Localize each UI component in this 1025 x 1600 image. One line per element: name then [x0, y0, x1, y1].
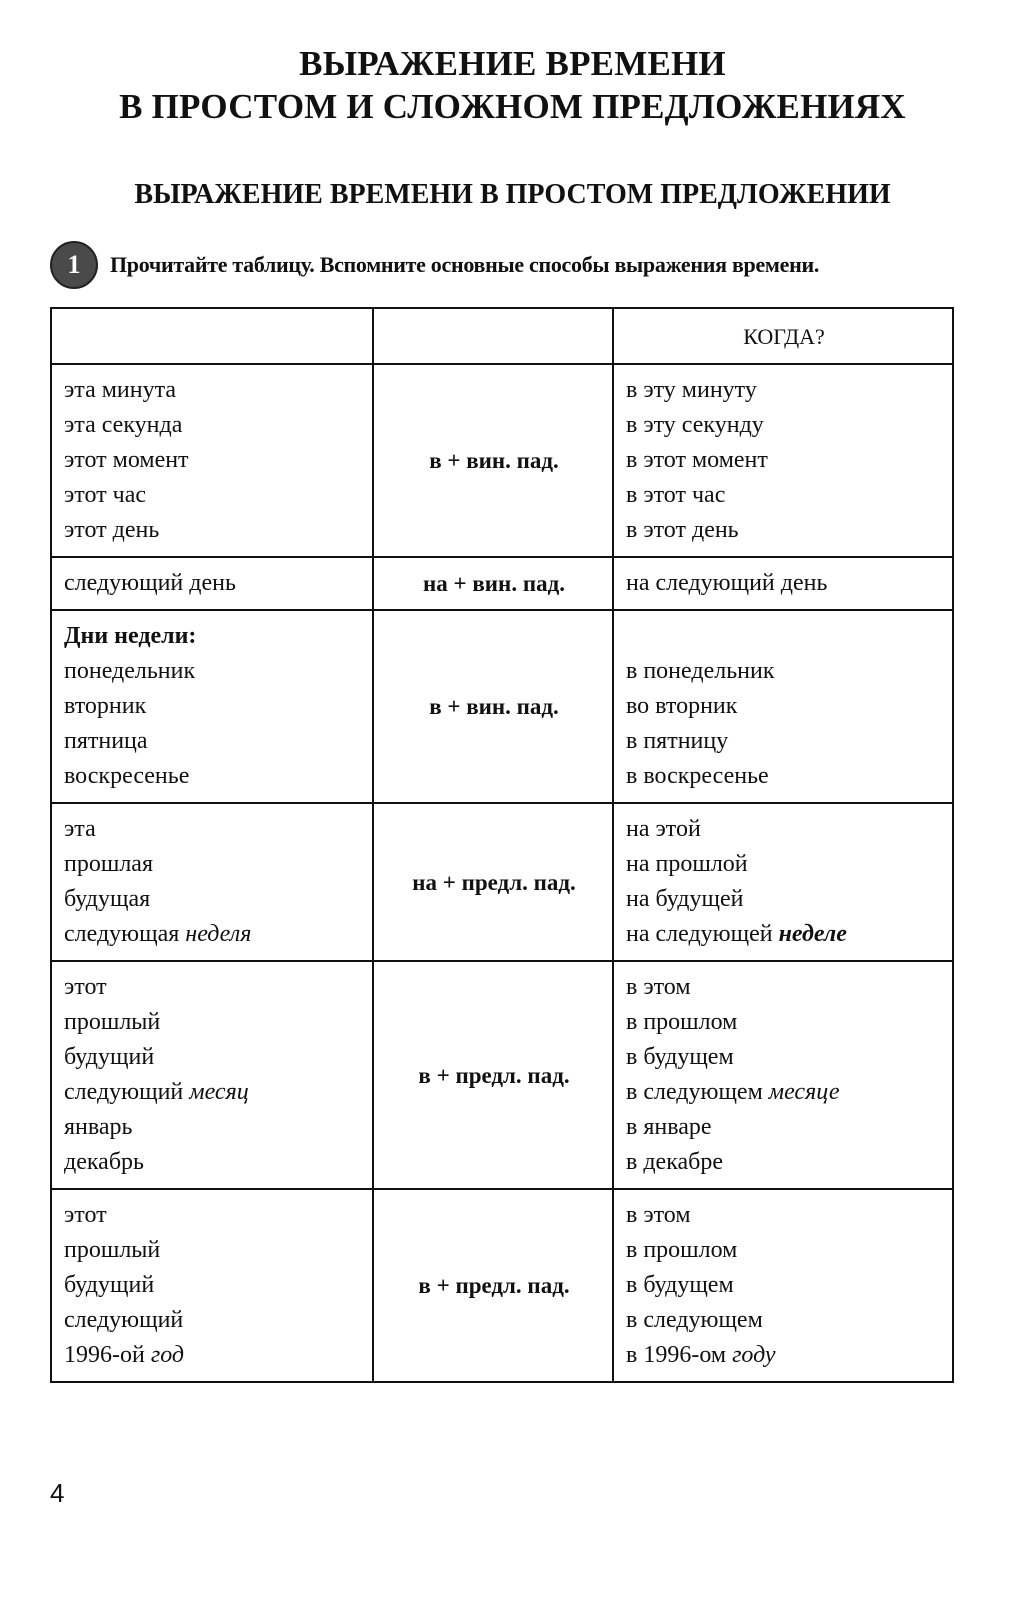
table-row: [51, 610, 953, 803]
left-item: январь: [64, 1114, 133, 1140]
left-item: эта минута: [64, 377, 177, 403]
table-row: [51, 961, 953, 1189]
right-item: в понедельник: [626, 658, 775, 684]
right-item: на следующий день: [626, 570, 828, 596]
left-item: этот: [64, 974, 107, 1000]
right-item: на следующей: [626, 921, 773, 947]
days-of-week-heading: Дни недели:: [64, 623, 197, 649]
noun-word: неделя: [185, 921, 252, 947]
right-item: в следующем: [626, 1307, 763, 1333]
noun-word: неделе: [778, 921, 847, 947]
row-rule-cell: на + вин. пад.: [373, 557, 613, 610]
left-item: понедельник: [64, 658, 196, 684]
left-item: этот день: [64, 517, 160, 543]
left-item-with-noun: [64, 917, 362, 952]
left-item: следующий день: [64, 570, 236, 596]
left-item: пятница: [64, 728, 148, 754]
noun-word: месяце: [768, 1079, 840, 1105]
noun-word: году: [732, 1342, 776, 1368]
right-item: в пятницу: [626, 728, 729, 754]
noun-word: год: [150, 1342, 185, 1368]
exercise-instruction-text: Прочитайте таблицу. Вспомните основные способы выражения времени.: [110, 252, 820, 277]
left-item: следующий: [64, 1307, 184, 1333]
right-item: в следующем: [626, 1079, 763, 1105]
right-item: на будущей: [626, 886, 744, 912]
right-item: в будущем: [626, 1044, 734, 1070]
section-subtitle: ВЫРАЖЕНИЕ ВРЕМЕНИ В ПРОСТОМ ПРЕДЛОЖЕНИИ: [134, 179, 891, 210]
left-item: следующий: [64, 1079, 184, 1105]
time-expression-table: [50, 307, 954, 1383]
right-item: в воскресенье: [626, 763, 769, 789]
right-item: в этот день: [626, 517, 739, 543]
row-rule-cell: в + вин. пад.: [373, 364, 613, 557]
row-nominative-cell: [51, 364, 373, 557]
left-item: будущая: [64, 886, 151, 912]
spacer-line: [626, 619, 942, 654]
table-row: [51, 803, 953, 961]
row-result-cell: [613, 610, 953, 803]
left-item: декабрь: [64, 1149, 144, 1175]
table-row: [51, 364, 953, 557]
right-item: на этой: [626, 816, 701, 842]
left-item: прошлый: [64, 1237, 161, 1263]
left-item: эта: [64, 816, 96, 842]
row-nominative-cell: [51, 1189, 373, 1382]
right-item: в эту секунду: [626, 412, 764, 438]
row-rule-cell: в + предл. пад.: [373, 1189, 613, 1382]
right-item: в январе: [626, 1114, 712, 1140]
right-item: во вторник: [626, 693, 738, 719]
left-item-with-noun: [64, 1075, 362, 1110]
left-item: прошлая: [64, 851, 153, 877]
row-rule-cell: на + предл. пад.: [373, 803, 613, 961]
right-item: в будущем: [626, 1272, 734, 1298]
left-item: этот: [64, 1202, 107, 1228]
left-item: эта секунда: [64, 412, 183, 438]
row-result-cell: [613, 557, 953, 610]
right-item: в эту минуту: [626, 377, 757, 403]
row-result-cell: [613, 803, 953, 961]
right-item: в прошлом: [626, 1237, 738, 1263]
right-item: в этом: [626, 1202, 691, 1228]
left-item: прошлый: [64, 1009, 161, 1035]
right-item-with-noun: [626, 1075, 942, 1110]
page-number: 4: [50, 1478, 65, 1508]
row-nominative-cell: [51, 961, 373, 1189]
table-row: [51, 557, 953, 610]
table-header-row: [51, 308, 953, 364]
row-result-cell: [613, 961, 953, 1189]
exercise-number-badge: 1: [50, 241, 98, 289]
left-item: вторник: [64, 693, 147, 719]
left-item: следующая: [64, 921, 180, 947]
right-item-with-noun: [626, 1338, 942, 1373]
row-result-cell: [613, 1189, 953, 1382]
header-cell-left: [51, 308, 373, 364]
left-item: будущий: [64, 1272, 155, 1298]
left-item: 1996-ой: [64, 1342, 145, 1368]
page-title-line-2: В ПРОСТОМ И СЛОЖНОМ ПРЕДЛОЖЕНИЯХ: [119, 87, 906, 126]
left-item: этот момент: [64, 447, 189, 473]
row-result-cell: [613, 364, 953, 557]
row-nominative-cell: [51, 610, 373, 803]
row-nominative-cell: [51, 803, 373, 961]
page-title: [0, 42, 1025, 128]
left-item: воскресенье: [64, 763, 190, 789]
noun-word: месяц: [189, 1079, 249, 1105]
exercise-instruction: [50, 240, 819, 290]
right-item-with-noun: [626, 917, 942, 952]
right-item: в 1996-ом: [626, 1342, 727, 1368]
page-title-line-1: ВЫРАЖЕНИЕ ВРЕМЕНИ: [299, 44, 726, 83]
left-item-with-noun: [64, 1338, 362, 1373]
header-cell-kogda: КОГДА?: [613, 308, 953, 364]
right-item: в этот момент: [626, 447, 768, 473]
right-item: в декабре: [626, 1149, 724, 1175]
table-row: [51, 1189, 953, 1382]
right-item: в прошлом: [626, 1009, 738, 1035]
row-rule-cell: в + предл. пад.: [373, 961, 613, 1189]
right-item: на прошлой: [626, 851, 748, 877]
left-item: этот час: [64, 482, 147, 508]
right-item: в этот час: [626, 482, 726, 508]
right-item: в этом: [626, 974, 691, 1000]
left-item: будущий: [64, 1044, 155, 1070]
row-rule-cell: в + вин. пад.: [373, 610, 613, 803]
row-nominative-cell: [51, 557, 373, 610]
header-cell-middle: [373, 308, 613, 364]
